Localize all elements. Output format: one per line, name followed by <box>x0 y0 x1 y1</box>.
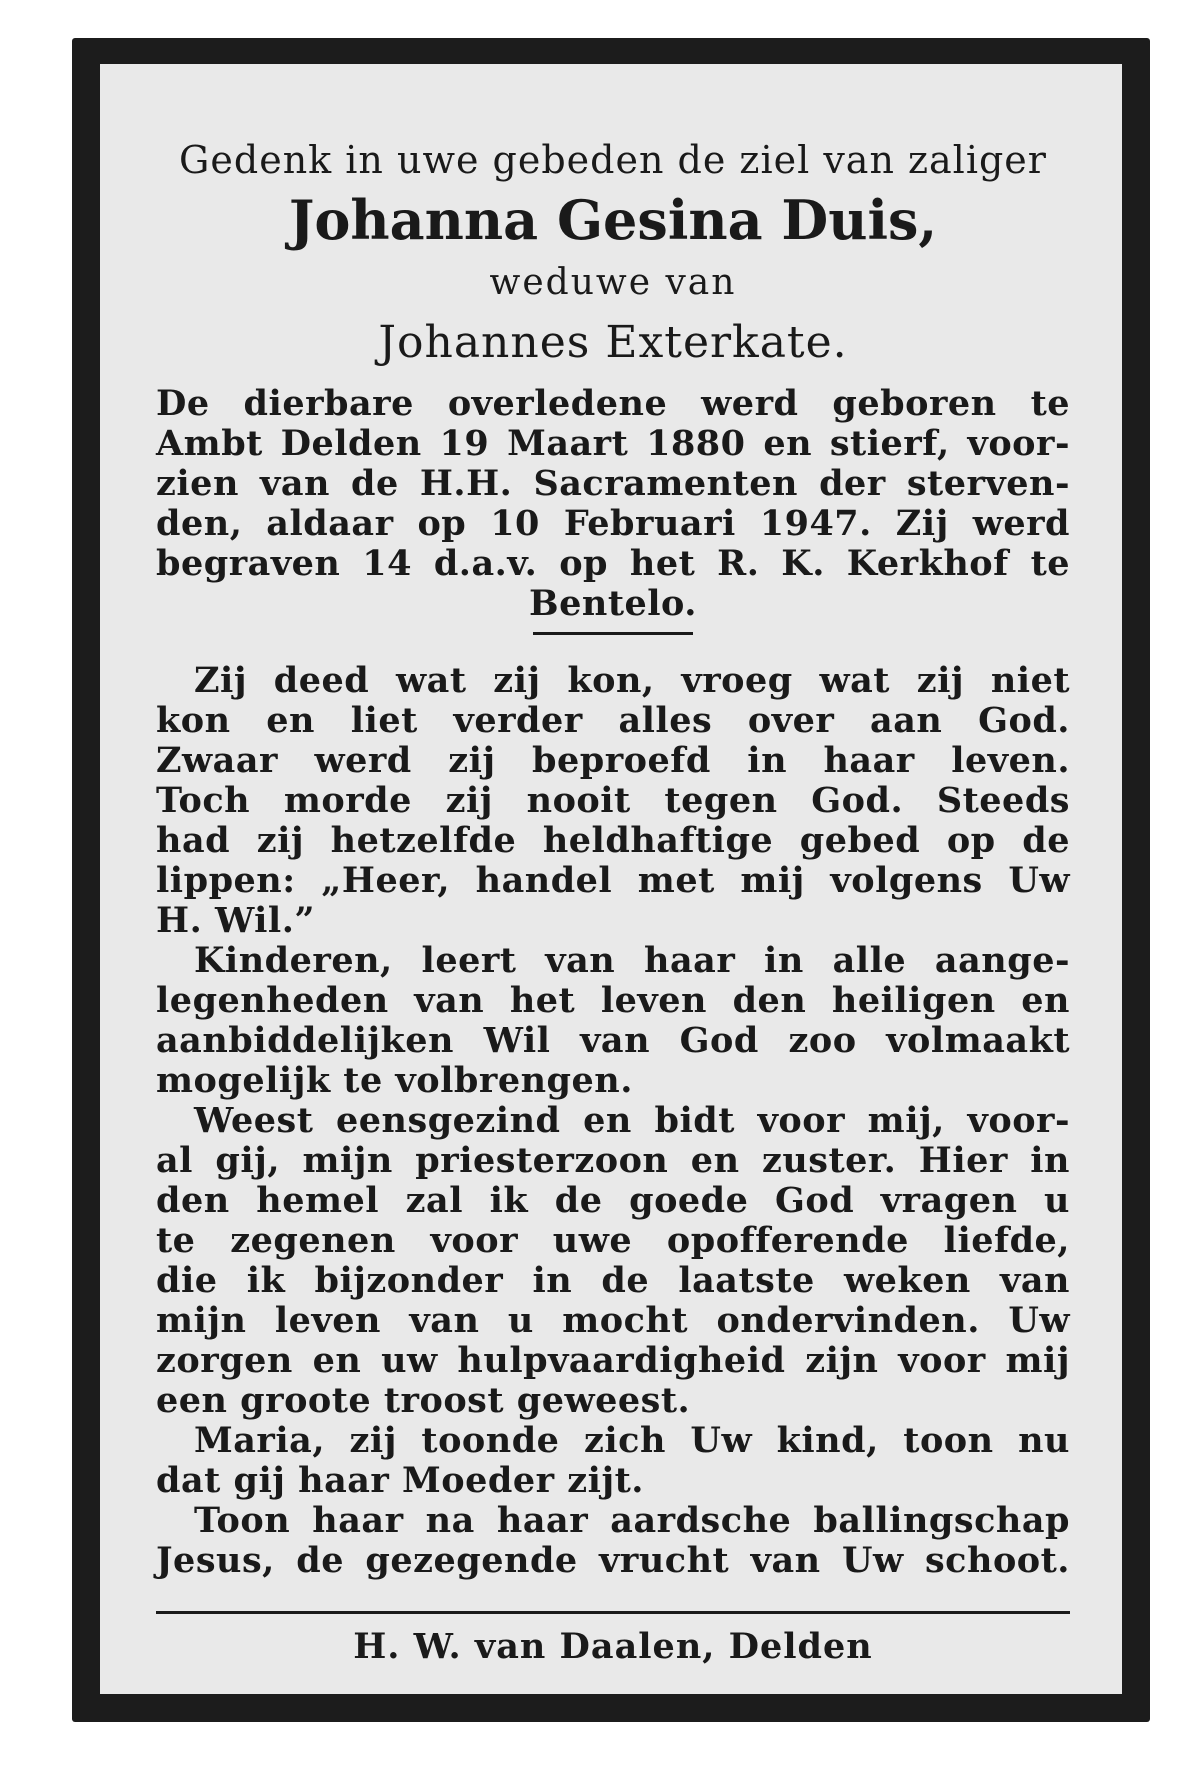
verse-line: al gij, mijn priesterzoon en zuster. Hier in <box>156 1140 1070 1181</box>
verse-line: Toch morde zij nooit tegen God. Steeds <box>156 780 1070 821</box>
verse-line: te zegenen voor uwe opofferende liefde, <box>156 1220 1070 1261</box>
verse-line: legenheden van het leven den heiligen en <box>156 980 1070 1021</box>
relation-line: weduwe van <box>489 262 737 303</box>
verse-line: Toon haar na haar aardsche ballingschap <box>194 1500 1070 1541</box>
verse-line: Zij deed wat zij kon, vroeg wat zij niet <box>194 660 1070 701</box>
verse-line: die ik bijzonder in de laatste weken van <box>156 1260 1070 1301</box>
verse-line: Jesus, de gezegende vrucht van Uw schoot. <box>156 1540 1070 1581</box>
memorial-card <box>100 64 1122 1694</box>
intro-line: Gedenk in uwe gebeden de ziel van zaliger <box>179 138 1047 182</box>
bio-line: begraven 14 d.a.v. op het R. K. Kerkhof te <box>156 543 1070 584</box>
verse-line: kon en liet verder alles over aan God. <box>156 700 1070 741</box>
deceased-name: Johanna Gesina Duis, <box>288 188 938 252</box>
biography-paragraph <box>156 384 1070 624</box>
verse-line: den hemel zal ik de goede God vragen u <box>156 1180 1070 1221</box>
bio-line: Ambt Delden 19 Maart 1880 en stierf, voor- <box>156 423 1070 464</box>
bio-line: den, aldaar op 10 Februari 1947. Zij werd <box>156 503 1070 544</box>
bio-line: Bentelo. <box>529 583 697 624</box>
verse-line: Maria, zij toonde zich Uw kind, toon nu <box>194 1420 1070 1461</box>
printer-credit: H. W. van Daalen, Delden <box>353 1626 873 1667</box>
verse-line: mijn leven van u mocht ondervinden. Uw <box>156 1300 1070 1341</box>
verse-line: H. Wil.” <box>156 900 316 941</box>
footer-divider <box>156 1611 1070 1614</box>
verse-line: had zij hetzelfde heldhaftige gebed op de <box>156 820 1070 861</box>
bio-line: zien van de H.H. Sacramenten der sterven- <box>156 463 1070 504</box>
verse-line: zorgen en uw hulpvaardigheid zijn voor mij <box>156 1340 1070 1381</box>
bio-line: De dierbare overledene werd geboren te <box>156 383 1070 424</box>
verse-line: dat gij haar Moeder zijt. <box>156 1460 644 1501</box>
verse-line: mogelijk te volbrengen. <box>156 1060 633 1101</box>
verse-line: aanbiddelijken Wil van God zoo volmaakt <box>156 1020 1070 1061</box>
verse-text <box>156 661 1070 1581</box>
verse-line: Weest eensgezind en bidt voor mij, voor- <box>194 1100 1070 1141</box>
verse-line: lippen: „Heer, handel met mij volgens Uw <box>156 860 1070 901</box>
spouse-name: Johannes Exterkate. <box>378 317 848 368</box>
verse-line: Zwaar werd zij beproefd in haar leven. <box>156 740 1070 781</box>
section-divider <box>533 632 693 635</box>
verse-line: een groote troost geweest. <box>156 1380 691 1421</box>
verse-line: Kinderen, leert van haar in alle aange- <box>194 940 1070 981</box>
